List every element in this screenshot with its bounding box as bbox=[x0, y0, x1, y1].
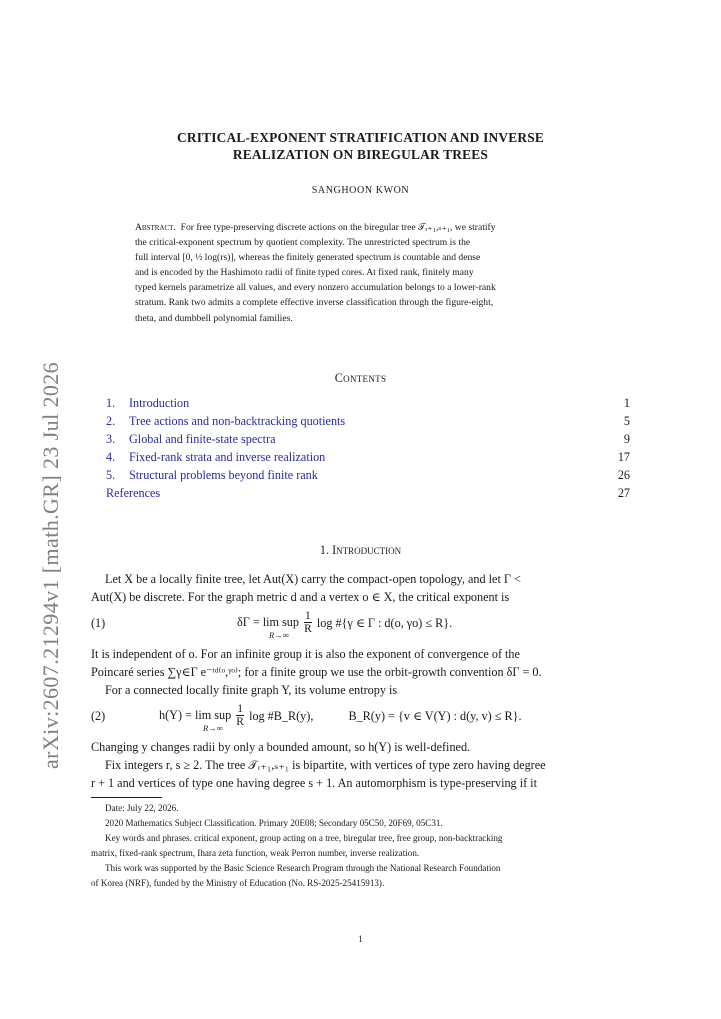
equation-number: (1) bbox=[91, 616, 106, 630]
page-number: 1 bbox=[358, 934, 363, 944]
paper-title-line-2: REALIZATION ON BIREGULAR TREES bbox=[232, 147, 489, 162]
toc-number: 2. bbox=[106, 414, 116, 428]
intro-paragraph-4: Changing y changes radii by only a bounded amount, so h(Y) is well-defined. bbox=[91, 740, 471, 754]
toc-item-introduction[interactable] bbox=[106, 396, 630, 414]
toc-item-references[interactable] bbox=[106, 486, 630, 504]
section-heading-introduction: 1. Introduction bbox=[319, 543, 402, 557]
intro-paragraph-5-line-1: Fix integers r, s ≥ 2. The tree 𝒯ᵣ₊₁,ₛ₊₁ is bipartite, with vertices of type zero having degree bbox=[105, 758, 546, 772]
equation-2 bbox=[91, 703, 629, 733]
equation-subscript: R→∞ bbox=[269, 630, 289, 640]
abstract bbox=[135, 220, 587, 326]
footnote-date: Date: July 22, 2026. bbox=[105, 803, 179, 813]
footnote-keywords-line-2: matrix, fixed-rank spectrum, Ihara zeta function, weak Perron number, inverse realization. bbox=[91, 848, 420, 858]
intro-paragraph-2-line-1: It is independent of o. For an infinite group it is also the exponent of convergence of the bbox=[91, 647, 520, 661]
abstract-line: and is encoded by the Hashimoto radii of finite typed cores. At fixed rank, finitely many bbox=[135, 267, 474, 279]
toc-link[interactable]: References bbox=[106, 486, 161, 500]
intro-paragraph-2-line-2: Poincaré series ∑γ∈Γ e⁻ᵗᵈ⁽ᵒ,ᵞᵒ⁾; for a finite group we use the orbit-growth convention δΓ = 0. bbox=[91, 665, 542, 679]
toc-link[interactable]: Structural problems beyond finite rank bbox=[129, 468, 318, 482]
fraction-denominator: R bbox=[236, 716, 244, 728]
toc-number: 1. bbox=[106, 396, 116, 410]
toc-link[interactable]: Fixed-rank strata and inverse realization bbox=[129, 450, 326, 464]
toc-page: 9 bbox=[623, 432, 630, 446]
equation-number: (2) bbox=[91, 709, 106, 723]
toc-page: 1 bbox=[623, 396, 630, 410]
abstract-line: the critical-exponent spectrum by quotient complexity. The unrestricted spectrum is the bbox=[135, 237, 471, 249]
abstract-line: stratum. Rank two admits a complete effective inverse classification through the figure-eight, bbox=[135, 297, 494, 309]
equation-subscript: R→∞ bbox=[203, 723, 223, 733]
arxiv-stamp: arXiv:2607.21294v1 [math.GR] 23 Jul 2026 bbox=[38, 361, 63, 769]
toc-number: 5. bbox=[106, 468, 116, 482]
toc-item-tree-actions[interactable] bbox=[106, 414, 630, 432]
toc-link[interactable]: Tree actions and non-backtracking quotients bbox=[129, 414, 346, 428]
fraction-numerator: 1 bbox=[305, 610, 311, 622]
equation-rhs: B_R(y) = {v ∈ V(Y) : d(y, v) ≤ R}. bbox=[348, 709, 522, 723]
equation-lhs: δΓ = lim sup bbox=[237, 615, 299, 629]
equation-rhs: log #{γ ∈ Γ : d(o, γo) ≤ R}. bbox=[316, 616, 453, 630]
equation-middle: log #B_R(y), bbox=[249, 709, 314, 723]
equation-1 bbox=[91, 610, 629, 640]
fraction-numerator: 1 bbox=[237, 703, 244, 715]
toc-item-fixed-rank[interactable] bbox=[106, 450, 630, 468]
abstract-label: Abstract. bbox=[135, 222, 176, 233]
toc-item-spectra[interactable] bbox=[106, 432, 630, 450]
abstract-line: full interval [0, ½ log(rs)], whereas the finitely generated spectrum is countable and dense bbox=[135, 252, 481, 264]
toc-link[interactable]: Global and finite-state spectra bbox=[129, 432, 276, 446]
contents-heading: Contents bbox=[334, 371, 387, 385]
intro-paragraph-3: For a connected locally finite graph Y, its volume entropy is bbox=[105, 683, 398, 697]
footnote-support-line-1: This work was supported by the Basic Science Research Program through the National Research Foundation bbox=[105, 863, 501, 873]
fraction-denominator: R bbox=[304, 623, 312, 635]
footnote-rule bbox=[91, 797, 162, 798]
toc-number: 3. bbox=[106, 432, 116, 446]
toc-page: 26 bbox=[617, 468, 630, 482]
footnote-support-line-2: of Korea (NRF), funded by the Ministry of Education (No. RS-2025-25415913). bbox=[91, 878, 385, 888]
equation-lhs: h(Y) = lim sup bbox=[159, 708, 232, 722]
paper-title-line-1: CRITICAL-EXPONENT STRATIFICATION AND INVERSE bbox=[176, 130, 545, 145]
abstract-line: theta, and dumbbell polynomial families. bbox=[135, 312, 293, 324]
footnote-msc: 2020 Mathematics Subject Classification. Primary 20E08; Secondary 05C50, 20F69, 05C31. bbox=[105, 818, 443, 828]
toc-page: 5 bbox=[623, 414, 630, 428]
abstract-line: typed kernels parametrize all values, and every nonzero accumulation belongs to a lower-rank bbox=[135, 282, 496, 294]
toc-number: 4. bbox=[106, 450, 116, 464]
intro-paragraph-1-line-2: Aut(X) be discrete. For the graph metric d and a vertex o ∈ X, the critical exponent is bbox=[91, 590, 510, 604]
toc-page: 17 bbox=[617, 450, 630, 464]
footnote-keywords-line-1: Key words and phrases. critical exponent, group acting on a tree, biregular tree, free group, non-backtracking bbox=[105, 833, 503, 843]
table-of-contents bbox=[106, 396, 630, 506]
intro-paragraph-1-line-1: Let X be a locally finite tree, let Aut(X) carry the compact-open topology, and let Γ < bbox=[105, 572, 521, 586]
toc-page: 27 bbox=[617, 486, 630, 500]
intro-paragraph-5-line-2: r + 1 and vertices of type one having degree s + 1. An automorphism is type-preserving if it bbox=[91, 776, 537, 790]
toc-link[interactable]: Introduction bbox=[129, 396, 190, 410]
abstract-line: Abstract. For free type-preserving discrete actions on the biregular tree 𝒯ᵣ₊₁,ₛ₊₁, we stratify bbox=[135, 222, 496, 233]
toc-item-structural-problems[interactable] bbox=[106, 468, 630, 486]
footnotes bbox=[91, 801, 629, 891]
author: SANGHOON KWON bbox=[311, 185, 410, 196]
